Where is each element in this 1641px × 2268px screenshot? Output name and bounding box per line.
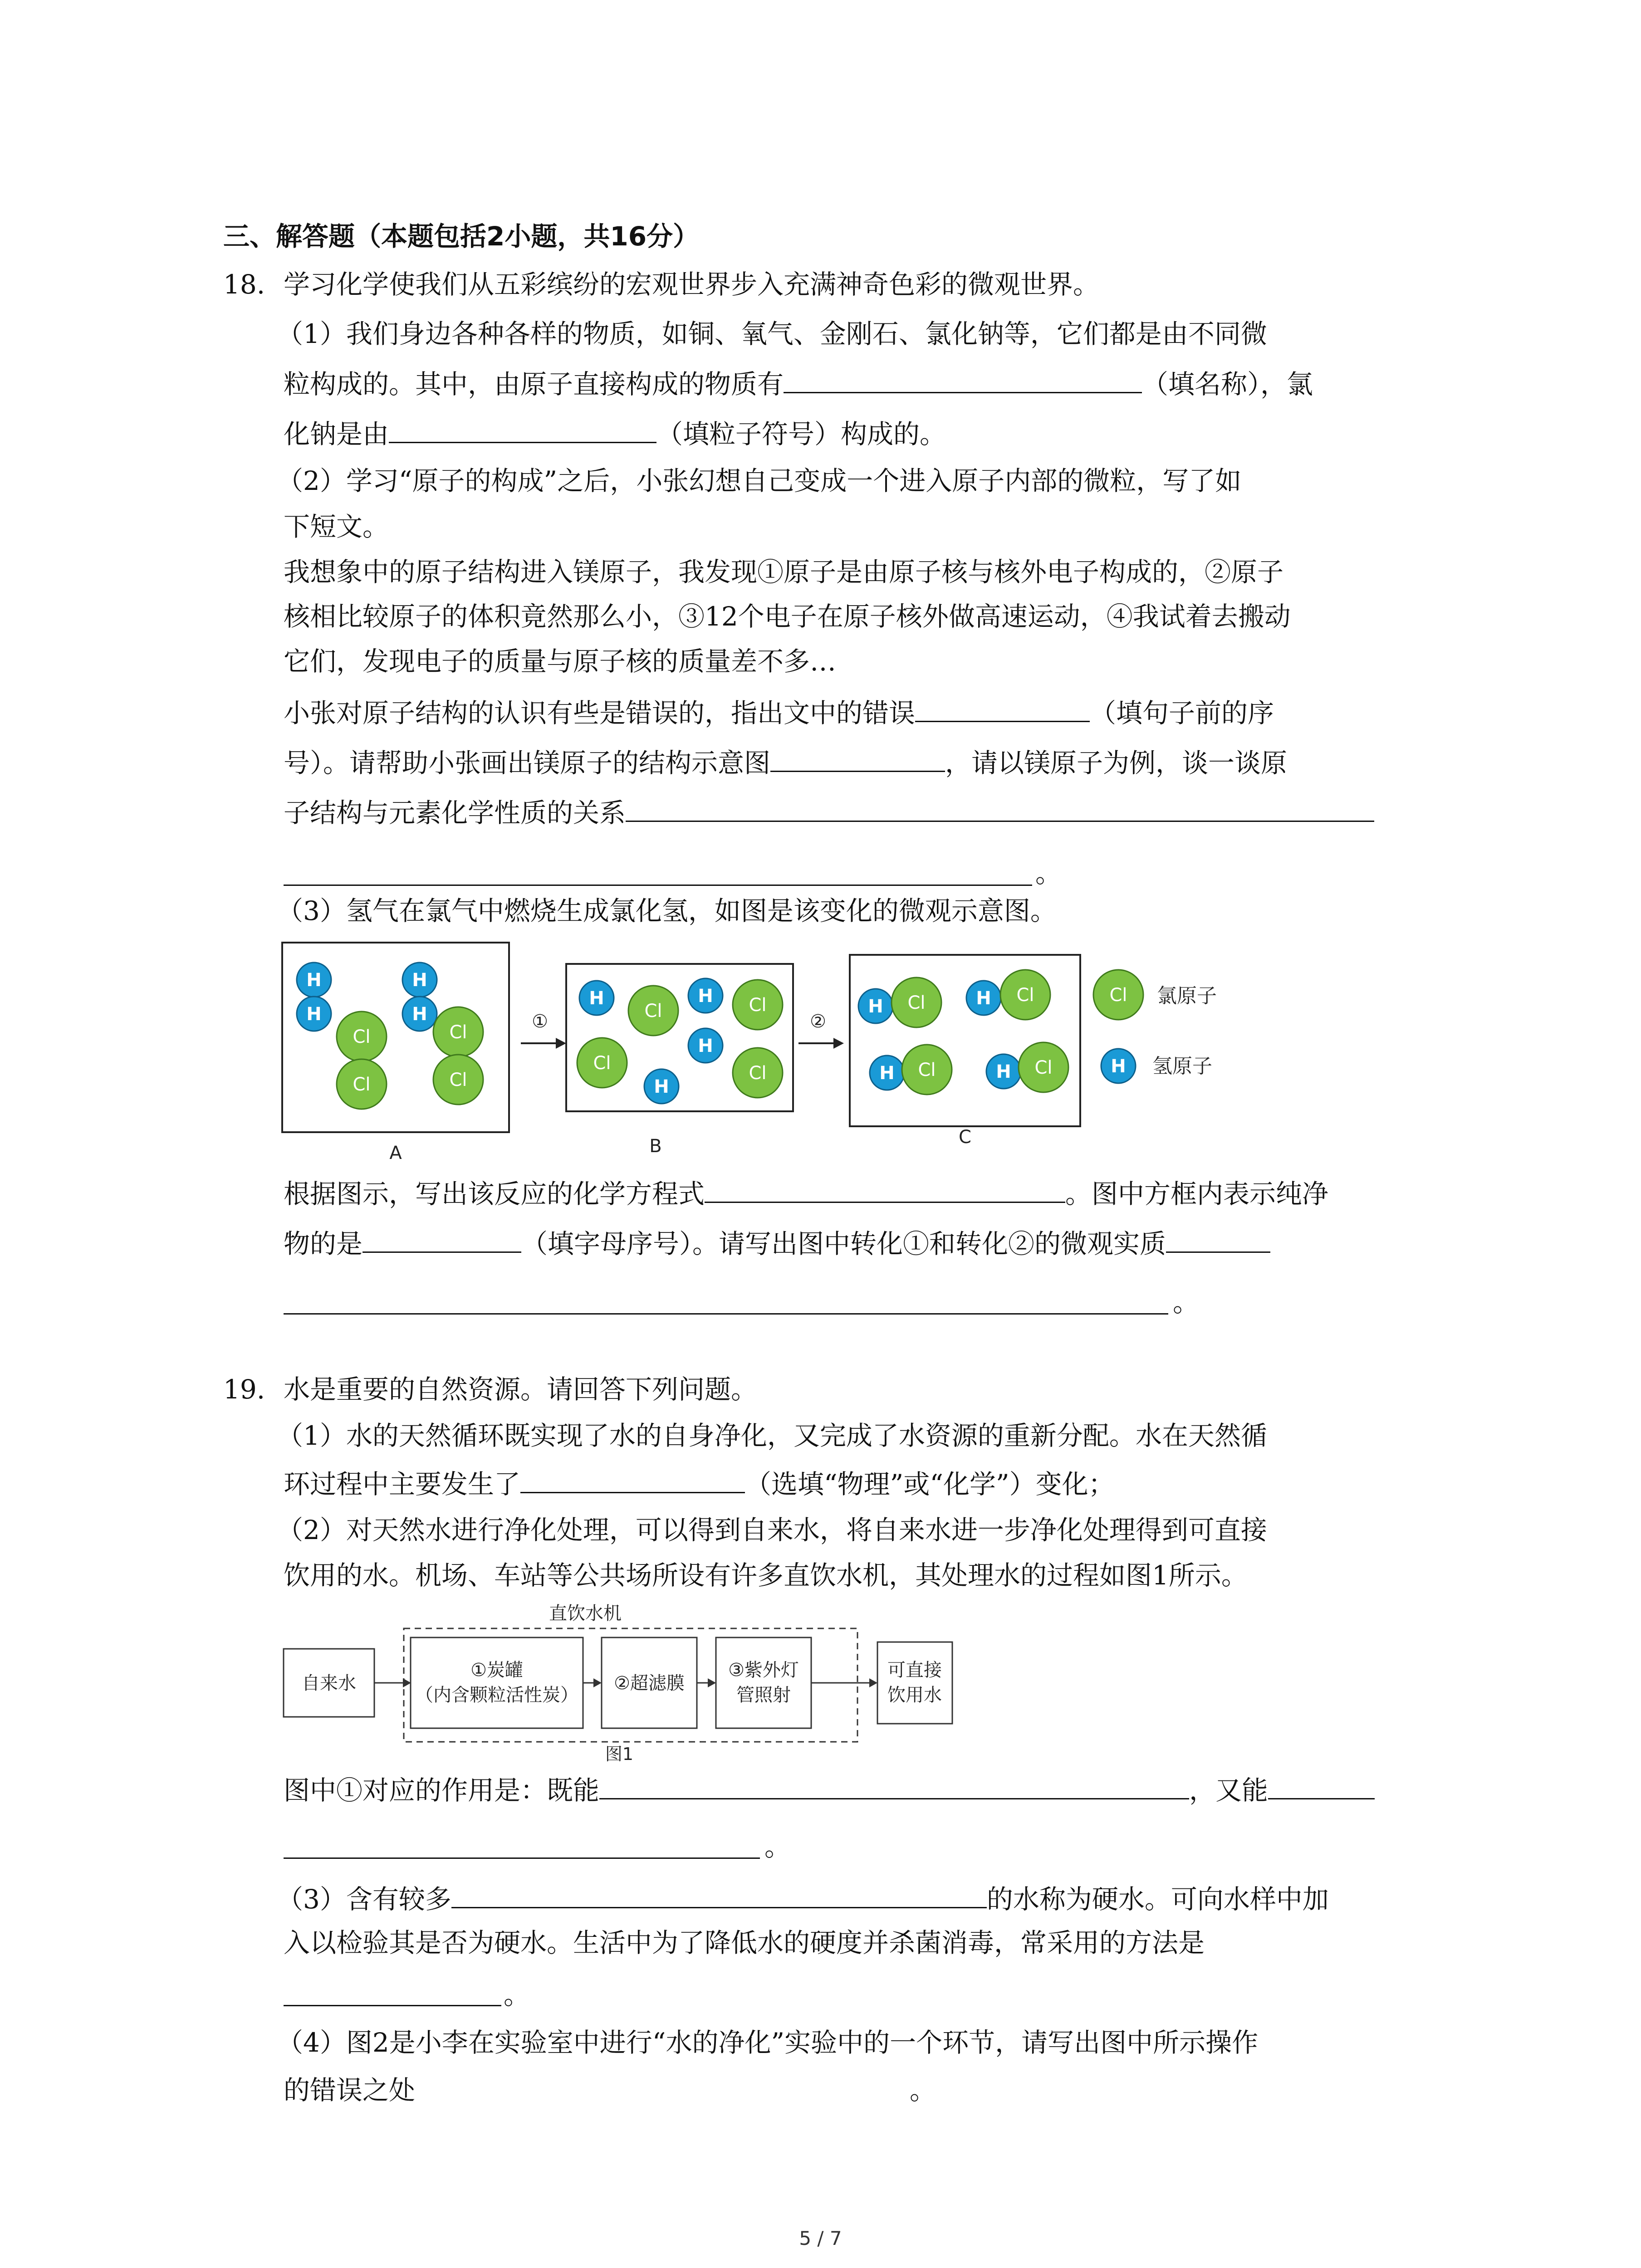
- page-number: 5 / 7: [799, 2227, 842, 2249]
- cl-atom: [577, 1038, 627, 1088]
- svg-text:Cl: Cl: [1016, 985, 1034, 1006]
- q19-number: 19.: [223, 1374, 265, 1405]
- h-atom: [579, 981, 614, 1015]
- q19-p3-text: 的水称为硬水。可向水样中加: [986, 1884, 1329, 1915]
- cl-atom: [433, 1007, 483, 1057]
- q18-answer-blank-errors[interactable]: [915, 696, 1090, 722]
- flow-step1-sublabel: （内含颗粒活性炭）: [415, 1685, 578, 1706]
- flow-arrow-head: [593, 1678, 602, 1687]
- h-atom: [644, 1069, 679, 1104]
- svg-text:H: H: [1111, 1056, 1126, 1077]
- legend-h: [1101, 1049, 1212, 1083]
- svg-text:Cl: Cl: [907, 992, 926, 1013]
- svg-text:Cl: Cl: [1109, 985, 1127, 1006]
- q19-answer-blank-role1[interactable]: [599, 1774, 1189, 1799]
- cl-atom: [733, 980, 783, 1030]
- cl-atom: [337, 1059, 387, 1109]
- q19-p3-text: （3）含有较多: [277, 1884, 451, 1915]
- q18-p1-text: （填粒子符号）构成的。: [656, 419, 946, 450]
- q18-p2-text: 号）。请帮助小张画出镁原子的结构示意图: [284, 748, 771, 778]
- box-a-label: A: [389, 1143, 402, 1163]
- box-b-label: B: [649, 1136, 662, 1157]
- q19-p4-line1: （4）图2是小李在实验室中进行“水的净化”实验中的一个环节，请写出图中所示操作: [277, 2027, 1259, 2058]
- q18-p2-text: 子结构与元素化学性质的关系: [284, 797, 626, 828]
- step2-label: ②: [810, 1011, 826, 1032]
- q18-p1-line1: （1）我们身边各种各样的物质，如铜、氧气、金刚石、氯化钠等，它们都是由不同微: [277, 318, 1267, 349]
- q19-p1-line2: [284, 1467, 1115, 1499]
- svg-text:H: H: [996, 1061, 1011, 1082]
- flow-arrow-head: [869, 1678, 877, 1687]
- svg-text:氢原子: 氢原子: [1152, 1055, 1212, 1078]
- q18-p1-line2: [284, 367, 1313, 399]
- q18-answer-blank-particle[interactable]: [389, 417, 656, 443]
- flow-step3-label: ③紫外灯: [728, 1660, 799, 1681]
- flow-step1-label: ①炭罐: [470, 1660, 523, 1681]
- q19-answer-blank-change[interactable]: [520, 1467, 745, 1493]
- q19-p2-line2: 饮用的水。机场、车站等公共场所设有许多直饮水机，其处理水的过程如图1所示。: [284, 1560, 1248, 1591]
- flow-title: 直饮水机: [549, 1603, 622, 1624]
- q18-p2-line1: （2）学习“原子的构成”之后，小张幻想自己变成一个进入原子内部的微粒，写了如: [277, 465, 1242, 496]
- cl-atom: [433, 1055, 483, 1105]
- h-atom: [297, 963, 331, 997]
- q18-answer-blank-relation-cont[interactable]: [284, 885, 1032, 886]
- q19-p3-line1: [277, 1882, 1329, 1914]
- h-atom: [297, 997, 331, 1031]
- q19-p4-line2: [284, 2075, 936, 2105]
- flow-output-box: [877, 1642, 952, 1724]
- svg-text:Cl: Cl: [1034, 1057, 1053, 1078]
- svg-text:H: H: [306, 1004, 322, 1025]
- svg-text:Cl: Cl: [749, 1063, 767, 1084]
- q18-p2-line6: [284, 696, 1274, 728]
- q19-p3-line2: 入以检验其是否为硬水。生活中为了降低水的硬度并杀菌消毒，常采用的方法是: [284, 1927, 1205, 1958]
- q18-p3-line3: [284, 1227, 1270, 1259]
- cl-atom: [337, 1012, 387, 1061]
- svg-text:H: H: [879, 1063, 895, 1084]
- svg-text:Cl: Cl: [644, 1001, 662, 1022]
- q18-p3-text: 物的是: [284, 1228, 363, 1259]
- q18-essay-line5: 它们，发现电子的质量与原子核的质量差不多…: [284, 646, 837, 677]
- q18-intro: 学习化学使我们从五彩缤纷的宏观世界步入充满神奇色彩的微观世界。: [284, 269, 1100, 300]
- q19-p2-end: 。: [764, 1831, 791, 1862]
- svg-text:Cl: Cl: [593, 1053, 611, 1074]
- h-atom: [688, 1028, 723, 1063]
- q19-answer-blank-method[interactable]: [284, 2005, 501, 2006]
- svg-text:Cl: Cl: [749, 995, 767, 1016]
- figure1-caption: 图1: [605, 1744, 634, 1764]
- q18-p2-text: 小张对原子结构的认识有些是错误的，指出文中的错误: [284, 698, 916, 728]
- q19-p4-text: 。: [910, 2075, 936, 2106]
- section-heading: 三、解答题（本题包括2小题，共16分）: [223, 221, 700, 252]
- q18-p3-text: 根据图示，写出该反应的化学方程式: [284, 1178, 705, 1209]
- svg-text:Cl: Cl: [449, 1070, 467, 1090]
- water-purifier-flow-diagram: [272, 1592, 980, 1774]
- q18-p3-line2: [284, 1177, 1328, 1209]
- svg-text:H: H: [868, 996, 883, 1017]
- svg-text:H: H: [698, 1036, 713, 1056]
- q18-p2-text: ，请以镁原子为例，谈一谈原: [945, 748, 1288, 778]
- svg-text:Cl: Cl: [353, 1074, 371, 1095]
- flow-input-label: 自来水: [302, 1673, 356, 1694]
- svg-text:H: H: [976, 988, 991, 1009]
- q19-answer-blank-role2-cont[interactable]: [284, 1857, 760, 1859]
- q18-answer-blank-pure[interactable]: [362, 1227, 521, 1253]
- q18-p3-line1: （3）氢气在氯气中燃烧生成氯化氢，如图是该变化的微观示意图。: [277, 895, 1057, 926]
- q18-p2-line8: [284, 796, 1374, 828]
- q18-p1-text: 化钠是由: [284, 419, 389, 450]
- q18-p1-text: （填名称），氯: [1142, 369, 1313, 400]
- svg-text:H: H: [306, 970, 322, 991]
- q18-p1-text: 粒构成的。其中，由原子直接构成的物质有: [284, 369, 784, 400]
- flow-step2-label: ②超滤膜: [614, 1673, 685, 1694]
- q19-p3-end: 。: [504, 1980, 530, 2010]
- h-atom: [688, 978, 723, 1013]
- svg-text:H: H: [698, 986, 713, 1007]
- box-c-label: C: [959, 1127, 971, 1148]
- q18-p3-end: 。: [1173, 1287, 1200, 1318]
- q18-number: 18.: [223, 269, 265, 300]
- q18-p2-end: 。: [1035, 858, 1062, 889]
- q18-p2-line2: 下短文。: [284, 511, 389, 542]
- q18-p3-text: （填字母序号）。请写出图中转化①和转化②的微观实质: [521, 1228, 1166, 1259]
- svg-text:氯原子: 氯原子: [1157, 984, 1217, 1007]
- q18-answer-blank-diagram[interactable]: [770, 746, 945, 772]
- flow-step3-sublabel: 管照射: [736, 1685, 791, 1706]
- q19-p1-text: 环过程中主要发生了: [284, 1469, 521, 1500]
- q19-p2-line1: （2）对天然水进行净化处理，可以得到自来水，将自来水进一步净化处理得到可直接: [277, 1515, 1267, 1545]
- q19-answer-blank-role2[interactable]: [1268, 1774, 1375, 1799]
- q19-intro: 水是重要的自然资源。请回答下列问题。: [284, 1374, 758, 1405]
- q18-essay-line4: 核相比较原子的体积竟然那么小，③12个电子在原子核外做高速运动，④我试着去搬动: [284, 601, 1291, 632]
- svg-text:H: H: [412, 1004, 427, 1025]
- q19-p2-line3: [284, 1774, 1375, 1805]
- svg-text:H: H: [412, 970, 427, 991]
- cl-atom: [733, 1048, 783, 1098]
- arrow-1-head: [556, 1038, 566, 1049]
- q18-p2-line7: [284, 746, 1287, 778]
- step1-label: ①: [532, 1011, 548, 1032]
- q19-answer-blank-hardwater[interactable]: [451, 1882, 987, 1908]
- svg-text:Cl: Cl: [449, 1022, 467, 1043]
- reaction-micro-diagram: [272, 934, 1270, 1170]
- svg-text:Cl: Cl: [353, 1026, 371, 1047]
- h-atom: [402, 997, 437, 1031]
- flow-step1-box: [411, 1637, 583, 1728]
- q18-p2-text: （填句子前的序: [1090, 698, 1274, 728]
- q19-p1-text: （选填“物理”或“化学”）变化；: [745, 1469, 1115, 1500]
- h-atom: [402, 963, 437, 997]
- q19-p1-line1: （1）水的天然循环既实现了水的自身净化，又完成了水资源的重新分配。水在天然循: [277, 1420, 1267, 1451]
- q18-answer-blank-relation[interactable]: [626, 796, 1374, 822]
- q18-answer-blank-substance[interactable]: [784, 367, 1142, 393]
- flow-arrow-head: [403, 1678, 411, 1687]
- q18-answer-blank-equation[interactable]: [705, 1177, 1065, 1203]
- q19-p2-text: ，又能: [1189, 1775, 1269, 1806]
- svg-text:Cl: Cl: [918, 1060, 936, 1080]
- flow-step3-box: [716, 1637, 811, 1728]
- q18-p3-text: 。图中方框内表示纯净: [1065, 1178, 1329, 1209]
- flow-arrow-head: [708, 1678, 716, 1687]
- q18-answer-blank-essence-cont[interactable]: [284, 1313, 1168, 1315]
- q18-essay-line3: 我想象中的原子结构进入镁原子，我发现①原子是由原子核与核外电子构成的，②原子: [284, 557, 1284, 587]
- cl-atom: [628, 986, 678, 1036]
- svg-text:H: H: [654, 1076, 669, 1097]
- q18-p1-line3: [284, 417, 946, 449]
- q19-p2-text: 图中①对应的作用是：既能: [284, 1775, 600, 1806]
- svg-text:H: H: [589, 988, 604, 1009]
- flow-output-label: 可直接: [887, 1660, 942, 1681]
- q19-p4-text: 的错误之处: [284, 2075, 416, 2106]
- q18-answer-blank-essence[interactable]: [1166, 1227, 1270, 1253]
- arrow-2-head: [833, 1038, 844, 1049]
- legend-cl: [1093, 970, 1217, 1020]
- flow-output-sublabel: 饮用水: [887, 1685, 942, 1706]
